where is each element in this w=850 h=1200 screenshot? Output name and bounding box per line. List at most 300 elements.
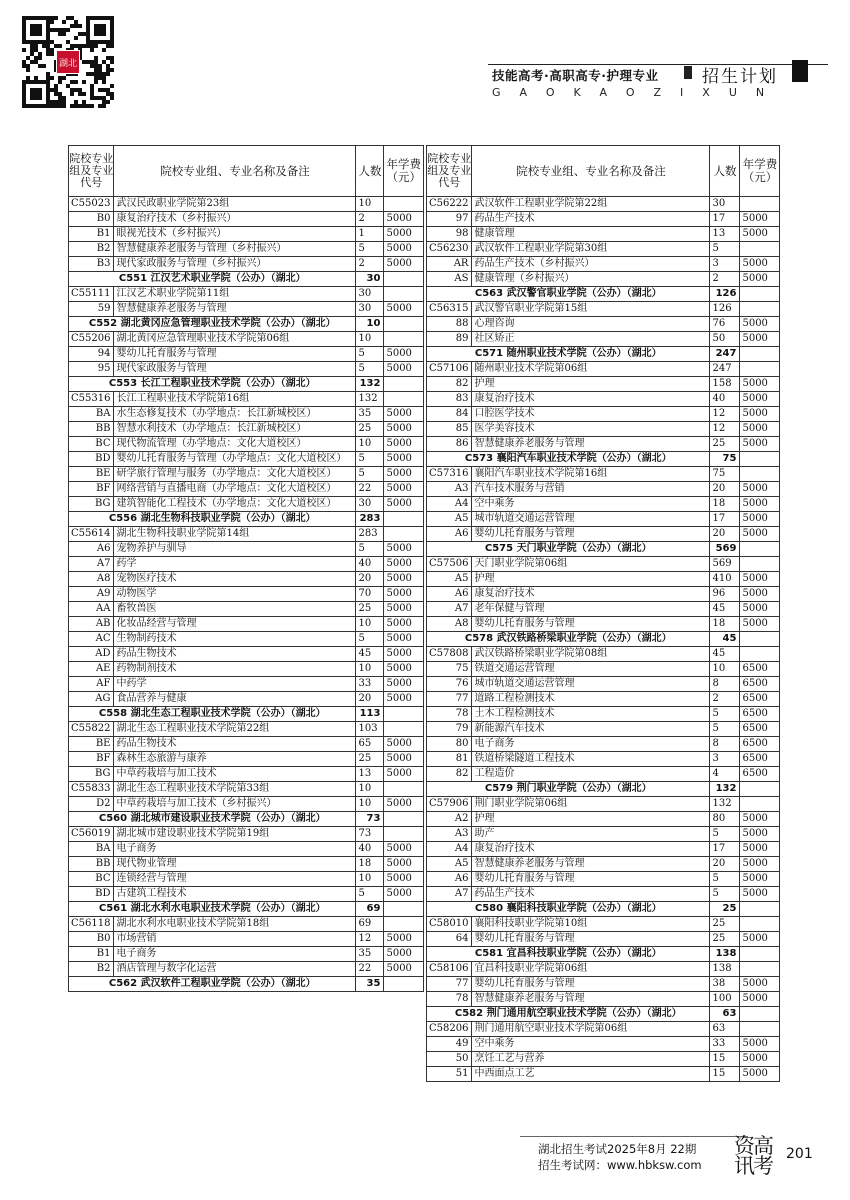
row-count: 10: [356, 872, 384, 887]
row-fee: 5000: [740, 887, 780, 902]
row-count: 132: [710, 797, 740, 812]
row-name: 药品生产技术: [472, 887, 710, 902]
row-count: 17: [710, 512, 740, 527]
row-count: 3: [710, 752, 740, 767]
row-count: 103: [356, 722, 384, 737]
major-row: [69, 767, 424, 782]
row-name: 湖北生态工程职业技术学院第22组: [114, 722, 356, 737]
row-name: 中草药栽培与加工技术（乡村振兴）: [114, 797, 356, 812]
row-fee: 5000: [384, 632, 424, 647]
row-code: C55206: [69, 332, 114, 347]
major-row: [69, 347, 424, 362]
group-row: [427, 647, 780, 662]
header-fee: 年学费（元）: [740, 146, 780, 197]
row-name: 水生态修复技术（办学地点：长江新城校区）: [114, 407, 356, 422]
row-fee: 6500: [740, 737, 780, 752]
row-code: C55316: [69, 392, 114, 407]
major-row: [69, 557, 424, 572]
row-code: A9: [69, 587, 114, 602]
row-name: 古建筑工程技术: [114, 887, 356, 902]
row-name: 武汉民政职业学院第23组: [114, 197, 356, 212]
row-fee: 5000: [740, 227, 780, 242]
row-count: 20: [710, 482, 740, 497]
row-count: 8: [710, 677, 740, 692]
row-name: 药品生物技术: [114, 737, 356, 752]
row-code: C58106: [427, 962, 472, 977]
row-name: 康复治疗技术（乡村振兴）: [114, 212, 356, 227]
enrollment-table-right: [426, 145, 780, 1082]
row-count: 5: [356, 632, 384, 647]
row-code: AC: [69, 632, 114, 647]
major-row: [69, 947, 424, 962]
group-row: [427, 962, 780, 977]
row-name: 智慧水利技术（办学地点：长江新城校区）: [114, 422, 356, 437]
major-row: [427, 482, 780, 497]
row-code: B1: [69, 227, 114, 242]
row-count: 247: [710, 362, 740, 377]
row-fee: 5000: [384, 797, 424, 812]
row-code: D2: [69, 797, 114, 812]
row-count: 10: [710, 662, 740, 677]
row-code: AG: [69, 692, 114, 707]
row-count: 5: [710, 242, 740, 257]
header-category: 技能高考·高职高专·护理专业: [492, 68, 659, 83]
row-code: C55833: [69, 782, 114, 797]
school-name: C578 武汉铁路桥梁职业学院（公办）（湖北）: [427, 632, 710, 647]
row-fee: 5000: [384, 647, 424, 662]
row-count: 132: [356, 392, 384, 407]
row-count: 5: [356, 362, 384, 377]
row-name: 口腔医学技术: [472, 407, 710, 422]
school-row: [69, 902, 424, 917]
major-row: [69, 752, 424, 767]
row-count: 10: [356, 197, 384, 212]
row-fee: 5000: [384, 557, 424, 572]
school-count: 138: [710, 947, 740, 962]
major-row: [69, 677, 424, 692]
row-code: C57906: [427, 797, 472, 812]
row-count: 80: [710, 812, 740, 827]
school-fee-cell: [384, 377, 424, 392]
row-name: 现代物流管理（办学地点：文化大道校区）: [114, 437, 356, 452]
school-count: 10: [356, 317, 384, 332]
major-row: [69, 407, 424, 422]
school-fee-cell: [740, 947, 780, 962]
major-row: [427, 407, 780, 422]
row-name: 随州职业技术学院第06组: [472, 362, 710, 377]
school-name: C582 荆门通用航空职业技术学院（公办）（湖北）: [427, 1007, 710, 1022]
row-name: 襄阳科技职业学院第10组: [472, 917, 710, 932]
school-row: [427, 947, 780, 962]
row-fee: 5000: [740, 212, 780, 227]
school-count: 132: [356, 377, 384, 392]
row-count: 17: [710, 212, 740, 227]
row-fee: 6500: [740, 767, 780, 782]
row-count: 5: [356, 452, 384, 467]
row-fee: 5000: [740, 272, 780, 287]
enrollment-table-left: [68, 145, 424, 992]
row-count: 5: [710, 722, 740, 737]
row-fee: 5000: [384, 947, 424, 962]
school-row: [427, 1007, 780, 1022]
major-row: [427, 932, 780, 947]
major-row: [69, 452, 424, 467]
row-fee: 5000: [740, 392, 780, 407]
group-row: [427, 1022, 780, 1037]
row-fee: 5000: [384, 932, 424, 947]
major-row: [69, 467, 424, 482]
school-fee-cell: [740, 347, 780, 362]
major-row: [69, 872, 424, 887]
major-row: [69, 692, 424, 707]
row-code: B0: [69, 212, 114, 227]
row-code: A6: [427, 527, 472, 542]
row-fee: 5000: [384, 407, 424, 422]
school-name: C573 襄阳汽车职业技术学院（公办）（湖北）: [427, 452, 710, 467]
row-name: 荆门通用航空职业技术学院第06组: [472, 1022, 710, 1037]
row-count: 15: [710, 1052, 740, 1067]
row-code: 83: [427, 392, 472, 407]
row-count: 20: [356, 692, 384, 707]
row-count: 30: [356, 287, 384, 302]
row-fee: [740, 797, 780, 812]
row-code: BF: [69, 752, 114, 767]
school-name: C575 天门职业学院（公办）（湖北）: [427, 542, 710, 557]
school-fee-cell: [740, 287, 780, 302]
row-fee: 5000: [384, 767, 424, 782]
row-code: 82: [427, 767, 472, 782]
row-code: AR: [427, 257, 472, 272]
row-name: 城市轨道交通运营管理: [472, 512, 710, 527]
major-row: [427, 587, 780, 602]
row-name: 助产: [472, 827, 710, 842]
row-name: 食品营养与健康: [114, 692, 356, 707]
row-fee: 5000: [384, 677, 424, 692]
row-count: 2: [710, 692, 740, 707]
major-row: [427, 227, 780, 242]
row-count: 73: [356, 827, 384, 842]
group-row: [69, 392, 424, 407]
row-code: 64: [427, 932, 472, 947]
major-row: [427, 752, 780, 767]
major-row: [427, 827, 780, 842]
row-code: 76: [427, 677, 472, 692]
row-code: C55111: [69, 287, 114, 302]
row-code: A7: [427, 887, 472, 902]
school-row: [427, 287, 780, 302]
row-code: BC: [69, 437, 114, 452]
row-name: 心理咨询: [472, 317, 710, 332]
row-fee: 5000: [384, 602, 424, 617]
row-name: 电子商务: [114, 842, 356, 857]
row-fee: 5000: [384, 257, 424, 272]
row-fee: 6500: [740, 722, 780, 737]
school-fee-cell: [740, 1007, 780, 1022]
major-row: [427, 737, 780, 752]
row-fee: 5000: [384, 422, 424, 437]
group-row: [427, 797, 780, 812]
school-name: C563 武汉警官职业学院（公办）（湖北）: [427, 287, 710, 302]
row-code: BD: [69, 452, 114, 467]
school-count: 132: [710, 782, 740, 797]
row-name: 湖北生态工程职业技术学院第33组: [114, 782, 356, 797]
school-fee-cell: [740, 632, 780, 647]
row-fee: [740, 242, 780, 257]
row-fee: 5000: [740, 332, 780, 347]
major-row: [69, 257, 424, 272]
group-row: [427, 557, 780, 572]
row-code: 89: [427, 332, 472, 347]
major-row: [69, 542, 424, 557]
row-count: 45: [710, 602, 740, 617]
row-name: 电子商务: [472, 737, 710, 752]
row-fee: 5000: [740, 872, 780, 887]
major-row: [427, 692, 780, 707]
row-name: 武汉软件工程职业学院第22组: [472, 197, 710, 212]
school-count: 45: [710, 632, 740, 647]
row-fee: 5000: [384, 482, 424, 497]
row-code: BC: [69, 872, 114, 887]
header-code: 院校专业组及专业代号: [69, 146, 114, 197]
row-count: 410: [710, 572, 740, 587]
row-name: 连锁经营与管理: [114, 872, 356, 887]
row-code: C58010: [427, 917, 472, 932]
row-fee: [740, 557, 780, 572]
row-fee: 5000: [384, 542, 424, 557]
row-code: C57808: [427, 647, 472, 662]
row-fee: [384, 527, 424, 542]
row-name: 智慧健康养老服务与管理: [472, 992, 710, 1007]
row-fee: [740, 917, 780, 932]
group-row: [427, 362, 780, 377]
row-count: 13: [356, 767, 384, 782]
row-code: BB: [69, 857, 114, 872]
school-row: [427, 542, 780, 557]
row-name: 武汉警官职业学院第15组: [472, 302, 710, 317]
school-fee-cell: [384, 902, 424, 917]
row-fee: [740, 467, 780, 482]
row-code: C56019: [69, 827, 114, 842]
major-row: [69, 242, 424, 257]
row-fee: 6500: [740, 692, 780, 707]
row-code: 51: [427, 1067, 472, 1082]
row-count: 30: [356, 302, 384, 317]
row-fee: 5000: [384, 347, 424, 362]
major-row: [69, 962, 424, 977]
row-code: A8: [69, 572, 114, 587]
row-name: 药品生物技术: [114, 647, 356, 662]
major-row: [427, 872, 780, 887]
row-fee: 5000: [740, 617, 780, 632]
major-row: [69, 437, 424, 452]
row-code: BB: [69, 422, 114, 437]
row-name: 市场营销: [114, 932, 356, 947]
footer-website: 招生考试网：www.hbksw.com: [538, 1158, 702, 1172]
row-count: 5: [356, 347, 384, 362]
row-name: 老年保健与管理: [472, 602, 710, 617]
header-count: 人数: [356, 146, 384, 197]
row-code: 85: [427, 422, 472, 437]
row-name: 智慧健康养老服务与管理: [472, 857, 710, 872]
school-name: C558 湖北生态工程职业技术学院（公办）（湖北）: [69, 707, 356, 722]
row-count: 10: [356, 662, 384, 677]
row-name: 湖北城市建设职业技术学院第19组: [114, 827, 356, 842]
school-count: 569: [710, 542, 740, 557]
school-count: 63: [710, 1007, 740, 1022]
row-count: 2: [356, 257, 384, 272]
row-count: 75: [710, 467, 740, 482]
row-name: 健康管理: [472, 227, 710, 242]
qr-code-icon: [22, 16, 114, 108]
row-name: 婴幼儿托育服务与管理（办学地点：文化大道校区）: [114, 452, 356, 467]
row-code: A8: [427, 617, 472, 632]
major-row: [427, 857, 780, 872]
row-name: 智慧健康养老服务与管理: [472, 437, 710, 452]
major-row: [69, 842, 424, 857]
row-code: A4: [427, 842, 472, 857]
row-name: 工程造价: [472, 767, 710, 782]
row-fee: [384, 827, 424, 842]
major-row: [427, 812, 780, 827]
row-code: AA: [69, 602, 114, 617]
major-row: [427, 1067, 780, 1082]
row-fee: 5000: [384, 362, 424, 377]
row-name: 研学旅行管理与服务（办学地点：文化大道校区）: [114, 467, 356, 482]
row-count: 12: [710, 407, 740, 422]
row-fee: 5000: [384, 587, 424, 602]
row-count: 2: [356, 212, 384, 227]
row-fee: 5000: [740, 1037, 780, 1052]
header-subtitle: GAOKAOZIXUN: [492, 86, 784, 99]
row-code: A7: [69, 557, 114, 572]
major-row: [69, 497, 424, 512]
row-code: 86: [427, 437, 472, 452]
row-count: 569: [710, 557, 740, 572]
row-fee: 5000: [740, 857, 780, 872]
row-count: 5: [710, 827, 740, 842]
row-fee: 5000: [384, 662, 424, 677]
row-count: 45: [710, 647, 740, 662]
row-count: 5: [356, 887, 384, 902]
row-name: 土木工程检测技术: [472, 707, 710, 722]
row-code: A7: [427, 602, 472, 617]
group-row: [69, 527, 424, 542]
row-fee: 5000: [740, 527, 780, 542]
row-name: 健康管理（乡村振兴）: [472, 272, 710, 287]
row-name: 建筑智能化工程技术（办学地点：文化大道校区）: [114, 497, 356, 512]
major-row: [69, 617, 424, 632]
row-fee: [384, 332, 424, 347]
row-count: 10: [356, 782, 384, 797]
row-code: C56222: [427, 197, 472, 212]
row-name: 湖北生物科技职业学院第14组: [114, 527, 356, 542]
school-count: 113: [356, 707, 384, 722]
row-code: A2: [427, 812, 472, 827]
row-fee: 5000: [384, 242, 424, 257]
row-code: A5: [427, 857, 472, 872]
major-row: [69, 422, 424, 437]
row-name: 护理: [472, 572, 710, 587]
school-count: 283: [356, 512, 384, 527]
row-name: 湖北水利水电职业技术学院第18组: [114, 917, 356, 932]
school-row: [427, 347, 780, 362]
row-code: BA: [69, 842, 114, 857]
school-fee-cell: [384, 317, 424, 332]
row-name: 天门职业学院第06组: [472, 557, 710, 572]
row-fee: 5000: [740, 1067, 780, 1082]
major-row: [427, 212, 780, 227]
row-count: 283: [356, 527, 384, 542]
row-code: BE: [69, 737, 114, 752]
row-count: 25: [710, 932, 740, 947]
row-name: 婴幼儿托育服务与管理: [472, 617, 710, 632]
row-code: 59: [69, 302, 114, 317]
major-row: [427, 722, 780, 737]
row-code: BE: [69, 467, 114, 482]
table-header-row: [69, 146, 424, 197]
header-section-title: 招生计划: [702, 67, 778, 87]
school-row: [427, 452, 780, 467]
school-row: [427, 902, 780, 917]
row-count: 20: [356, 572, 384, 587]
row-code: B2: [69, 242, 114, 257]
row-count: 65: [356, 737, 384, 752]
school-name: C560 湖北城市建设职业技术学院（公办）（湖北）: [69, 812, 356, 827]
school-fee-cell: [740, 782, 780, 797]
school-count: 247: [710, 347, 740, 362]
row-name: 酒店管理与数字化运营: [114, 962, 356, 977]
row-count: 5: [710, 707, 740, 722]
row-fee: 5000: [740, 587, 780, 602]
row-code: C55614: [69, 527, 114, 542]
row-name: 宠物医疗技术: [114, 572, 356, 587]
row-name: 湖北黄冈应急管理职业技术学院第06组: [114, 332, 356, 347]
row-code: A6: [427, 587, 472, 602]
row-count: 50: [710, 332, 740, 347]
row-code: BG: [69, 497, 114, 512]
major-row: [427, 332, 780, 347]
major-row: [69, 857, 424, 872]
magazine-logo: 资高讯考: [734, 1134, 772, 1178]
row-fee: 5000: [740, 977, 780, 992]
row-name: 婴幼儿托育服务与管理: [472, 872, 710, 887]
row-code: C57316: [427, 467, 472, 482]
school-row: [69, 812, 424, 827]
row-fee: 5000: [740, 437, 780, 452]
row-code: C57506: [427, 557, 472, 572]
row-count: 76: [710, 317, 740, 332]
row-fee: 5000: [740, 317, 780, 332]
row-count: 15: [710, 1067, 740, 1082]
row-name: 智慧健康养老服务与管理（乡村振兴）: [114, 242, 356, 257]
row-fee: 5000: [384, 857, 424, 872]
major-row: [427, 512, 780, 527]
row-code: C58206: [427, 1022, 472, 1037]
row-code: 77: [427, 977, 472, 992]
header-name: 院校专业组、专业名称及备注: [114, 146, 356, 197]
row-fee: 5000: [740, 827, 780, 842]
row-count: 5: [710, 887, 740, 902]
major-row: [427, 1052, 780, 1067]
group-row: [69, 827, 424, 842]
row-name: 宜昌科技职业学院第06组: [472, 962, 710, 977]
row-fee: 5000: [740, 572, 780, 587]
row-name: 武汉软件工程职业学院第30组: [472, 242, 710, 257]
major-row: [427, 767, 780, 782]
row-fee: 5000: [384, 497, 424, 512]
row-code: AS: [427, 272, 472, 287]
row-count: 17: [710, 842, 740, 857]
